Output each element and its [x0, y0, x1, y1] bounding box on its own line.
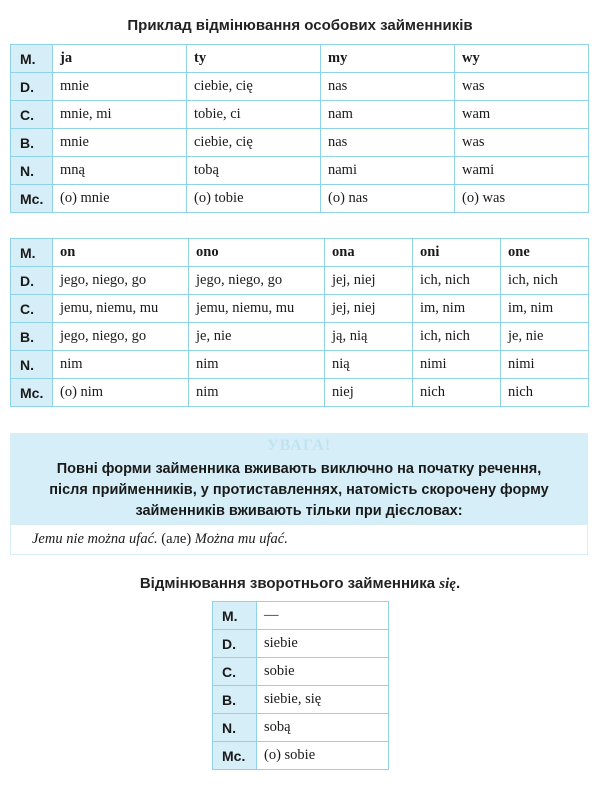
table-header-row [11, 239, 589, 267]
table-cell: ciebie, cię [187, 73, 321, 101]
table-cell: (o) nim [53, 379, 189, 407]
case-label: C. [213, 658, 257, 686]
table-cell: — [257, 602, 389, 630]
table-cell: (o) was [455, 185, 589, 213]
note-title: УВАГА! [266, 437, 332, 454]
table-cell: je, nie [501, 323, 589, 351]
pronoun-header: oni [413, 239, 501, 267]
table-cell: nimi [413, 351, 501, 379]
table-cell: mnie [53, 129, 187, 157]
table-cell: nich [413, 379, 501, 407]
table-cell: im, nim [501, 295, 589, 323]
personal-pronouns-table-1 [10, 44, 589, 213]
table-cell: (o) tobie [187, 185, 321, 213]
case-label: N. [213, 714, 257, 742]
table-row [213, 686, 389, 714]
table-row [11, 101, 589, 129]
table-cell: niej [325, 379, 413, 407]
note-line: після прийменників, у протиставленнях, натомість скорочену форму [49, 482, 549, 498]
table-row [11, 267, 589, 295]
table-cell: wami [455, 157, 589, 185]
case-label: B. [11, 129, 53, 157]
pronoun-header: ona [325, 239, 413, 267]
table-cell: sobą [257, 714, 389, 742]
case-label: Mc. [213, 742, 257, 770]
table-cell: jego, niego, go [53, 267, 189, 295]
table-cell: jemu, niemu, mu [53, 295, 189, 323]
table-cell: mnie, mi [53, 101, 187, 129]
pronoun-header: wy [455, 45, 589, 73]
case-label: D. [11, 267, 53, 295]
table-cell: (o) mnie [53, 185, 187, 213]
case-label: D. [11, 73, 53, 101]
pronoun-header: ty [187, 45, 321, 73]
table-cell: nami [321, 157, 455, 185]
table-row [11, 129, 589, 157]
table-cell: ich, nich [413, 267, 501, 295]
title-suffix: . [455, 575, 461, 592]
table-cell: tobą [187, 157, 321, 185]
title-text: Відмінювання зворотнього займенника [139, 575, 440, 592]
case-label: M. [213, 602, 257, 630]
table-cell: nimi [501, 351, 589, 379]
case-label: N. [11, 157, 53, 185]
table-cell: je, nie [189, 323, 325, 351]
case-label: C. [11, 295, 53, 323]
table-row [11, 157, 589, 185]
note-line: Повні форми займенника вживають виключно на початку речення, [56, 461, 542, 477]
example-short-form: Można mu ufać. [194, 531, 288, 547]
pronoun-header: on [53, 239, 189, 267]
personal-pronouns-table-2 [10, 238, 589, 407]
table-cell: was [455, 129, 589, 157]
table-cell: tobie, ci [187, 101, 321, 129]
table-row [213, 742, 389, 770]
table-row [11, 185, 589, 213]
table-cell: ich, nich [413, 323, 501, 351]
pronoun-header: one [501, 239, 589, 267]
table-cell: ciebie, cię [187, 129, 321, 157]
case-label: D. [213, 630, 257, 658]
table-cell: nich [501, 379, 589, 407]
table-row [213, 658, 389, 686]
table-cell: nas [321, 129, 455, 157]
personal-pronouns-title: Приклад відмінювання особових займенників [127, 17, 473, 34]
table-cell: jego, niego, go [53, 323, 189, 351]
table-cell: sobie [257, 658, 389, 686]
reflexive-pronoun-table [212, 601, 389, 770]
case-label: N. [11, 351, 53, 379]
case-label: C. [11, 101, 53, 129]
table-row [11, 73, 589, 101]
table-row [11, 351, 589, 379]
table-cell: was [455, 73, 589, 101]
note-text [10, 459, 588, 522]
table-cell: siebie, się [257, 686, 389, 714]
table-row [11, 323, 589, 351]
title-word: się [439, 576, 456, 592]
table-row [213, 602, 389, 630]
table-cell: jej, niej [325, 267, 413, 295]
table-cell: jemu, niemu, mu [189, 295, 325, 323]
table-header-row [11, 45, 589, 73]
table-cell: nim [53, 351, 189, 379]
pronoun-header: my [321, 45, 455, 73]
table-cell: nim [189, 351, 325, 379]
table-cell: siebie [257, 630, 389, 658]
table-cell: jej, niej [325, 295, 413, 323]
case-label: B. [11, 323, 53, 351]
table-cell: ją, nią [325, 323, 413, 351]
table-row [11, 379, 589, 407]
table-cell: im, nim [413, 295, 501, 323]
example-full-form: Jemu nie można ufać. [32, 531, 158, 547]
case-label: Mc. [11, 379, 53, 407]
reflexive-pronoun-title [0, 575, 600, 593]
case-label: Mc. [11, 185, 53, 213]
note-example [32, 531, 288, 548]
table-cell: jego, niego, go [189, 267, 325, 295]
table-row [213, 630, 389, 658]
table-cell: mną [53, 157, 187, 185]
note-line: займенників вживають тільки при дієсловах: [135, 503, 463, 519]
pronoun-header: ja [53, 45, 187, 73]
table-cell: (o) nas [321, 185, 455, 213]
table-cell: ich, nich [501, 267, 589, 295]
table-cell: mnie [53, 73, 187, 101]
table-cell: wam [455, 101, 589, 129]
table-cell: (o) sobie [257, 742, 389, 770]
case-label: M. [11, 239, 53, 267]
case-label: B. [213, 686, 257, 714]
case-label: M. [11, 45, 53, 73]
note-example-box [11, 525, 587, 554]
pronoun-header: ono [189, 239, 325, 267]
table-cell: nas [321, 73, 455, 101]
table-row [213, 714, 389, 742]
table-cell: nią [325, 351, 413, 379]
example-connector: (але) [157, 531, 195, 547]
table-row [11, 295, 589, 323]
table-cell: nim [189, 379, 325, 407]
table-cell: nam [321, 101, 455, 129]
